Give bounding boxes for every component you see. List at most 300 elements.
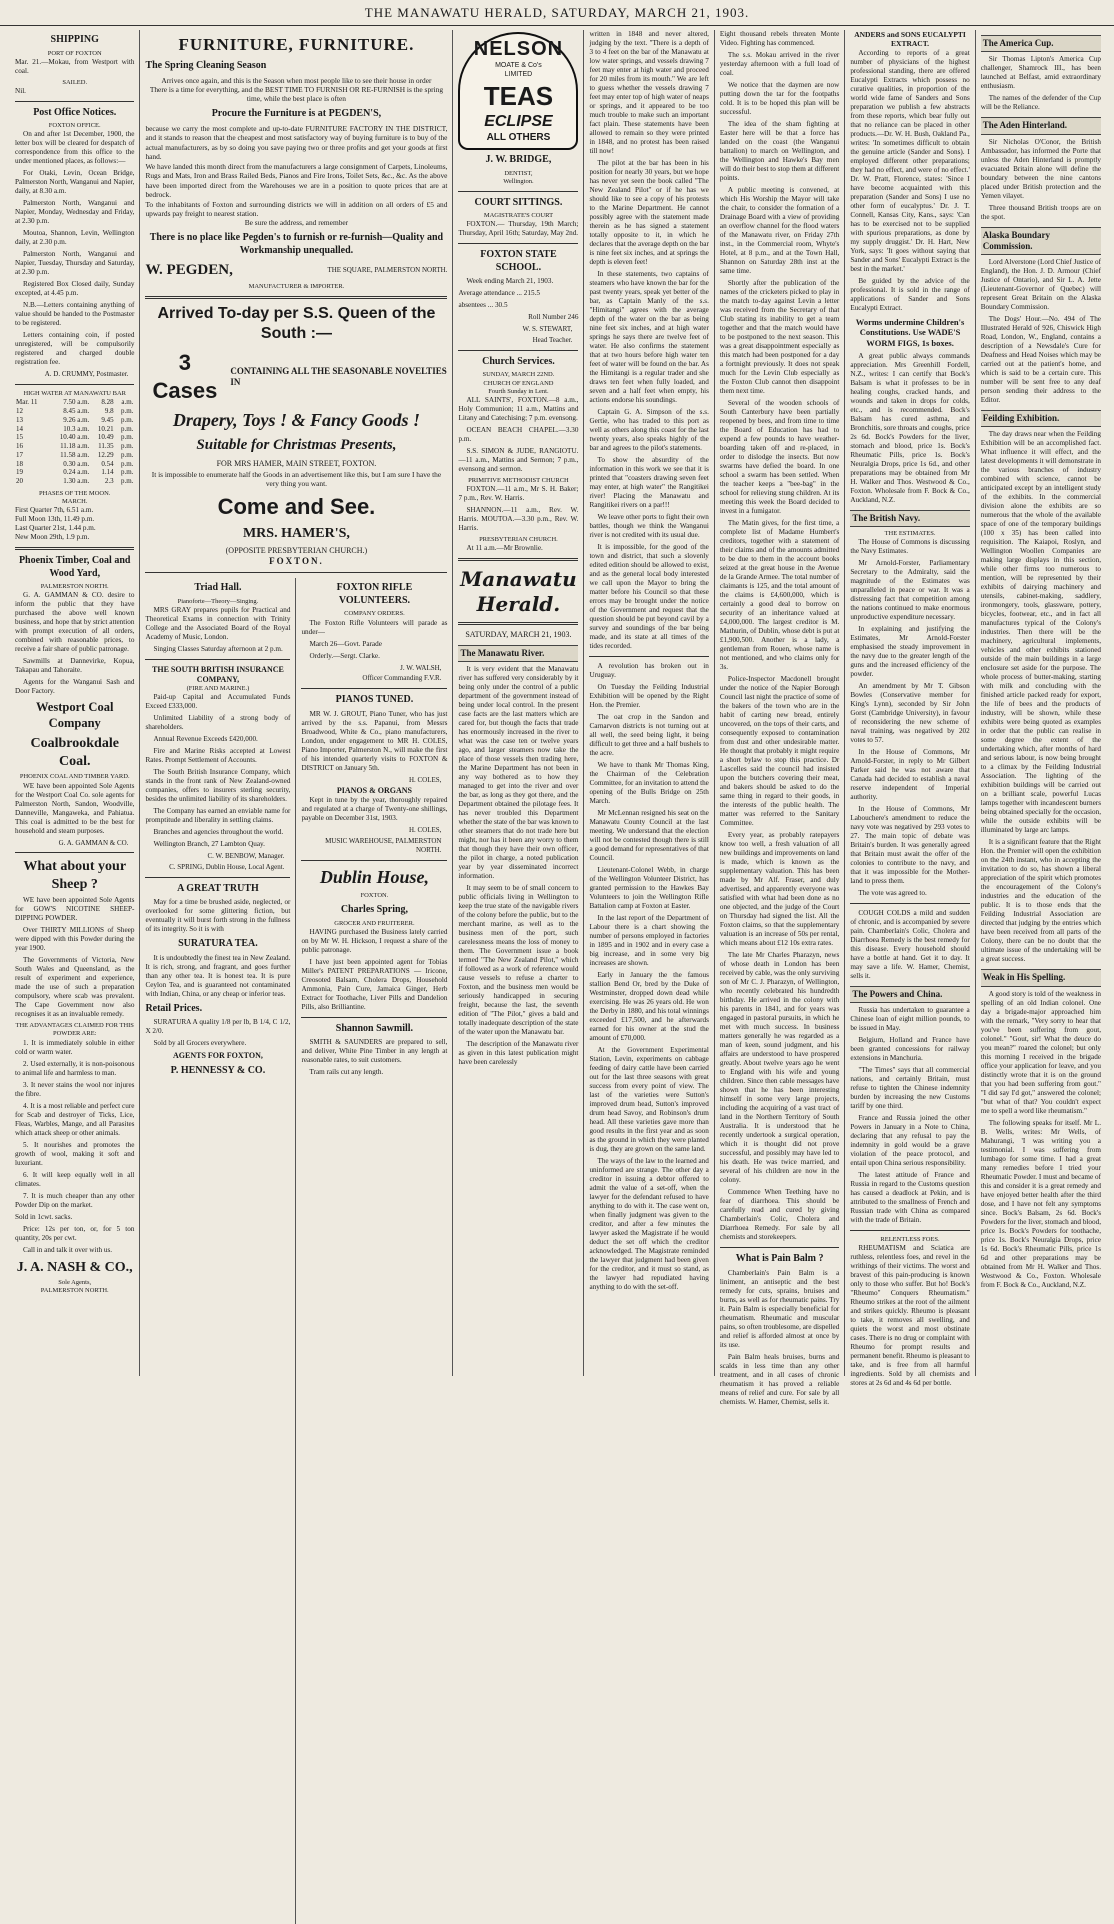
column-6: [715, 30, 845, 1406]
divider: [15, 384, 134, 385]
weak-spelling-p1: A good story is told of the weakness in spelling of an old Indian colonel. One day a brigade-major approached him with the remark, "Very sorry to hear that you've been suffering from gout, colonel." "Gout, sir! What the deuce do you mean?" roared the colonel; but only this morning I received in the brigade office your application for leave, and you distinctly wrote that it is on the ground that you had been suffering from gout." "I did say I'd got," answered the colonel; "but what of that? You couldn't expect me to spell a word like rheumatism.": [980, 989, 1101, 1115]
alaska-p1: Lord Alverstone (Lord Chief Justice of England), the Hon. J. D. Armour (Chief Justice of Ontario), and Sir L. A. Jette (Lieutenant-Governor of Quebec) will represent Great Britain on the Alaska Boundary Commission.: [980, 258, 1101, 311]
bridge-trade: DENTIST,: [504, 169, 533, 177]
church-coe: CHURCH OF ENGLAND: [483, 379, 554, 387]
advantage-item: 3. It never stains the wool nor injures the fibre.: [15, 1080, 135, 1098]
school-sig1: W. S. STEWART,: [522, 325, 573, 334]
tide-cell: 12: [16, 407, 23, 415]
sheep-p1: WE have been appointed Sole Agents for GOW'S NICOTINE SHEEP-DIPPING POWDER.: [15, 896, 135, 923]
divider: [15, 547, 134, 550]
weak-spelling-p2: The following speaks for itself. Mr L. B. Wells, writes: Mr Wells, of Mahurangi, 'I was writing you a testimonial. I was suffering from lumbago for some time. I had a great many remedies before I tried your Rheumatic Powder. I must and became of this and consider it is a great remedy and have enjoyed better health after the third dose, and I have not felt any symptoms since. Bock's Balsam, 2s 6d. Bock's Powders for the liver, stomach and blood, price 1s. Bock's Powders for toothache, price 1s. Bock's Neuralgia Drops, price 1s 6d. Bock's Rheumatic Pills, price 1s 6d and other preparations may be obtained from Mr H. Walker and Thos. Westwood & Co., Foxton. Wholesale from F. Bock & Co., Auckland, N.Z.: [980, 1118, 1101, 1289]
advantage-item: 2. Used externally, it is non-poisonous to animal life and harmless to man.: [15, 1059, 135, 1077]
tide-row: [15, 433, 134, 442]
shipping-arrived: Mar. 21.—Mokau, from Westport with coal.: [15, 57, 135, 75]
nash-agents: Sole Agents,: [58, 1279, 92, 1286]
foxton-label: FOXTON.: [269, 555, 324, 566]
moon-phase: Full Moon 13th, 11.49 p.m.: [15, 515, 95, 523]
spring-cleaning-p1: Arrives once again, and this is the Season when most people like to see their house in order: [161, 75, 432, 85]
c5-p13: Lieutenant-Colonel Webb, in charge of the Wellington Volunteer District, has granted permission to the Hawkes Bay Volunteers to join the Wellington Rifle Battalion camp at Foxton at Easter.: [589, 866, 709, 910]
tide-cell: 8.45 a.m.: [63, 407, 90, 415]
bridge-name: J. W. BRIDGE,: [485, 154, 552, 165]
spring-body2: I have just been appointed agent for Tobias Miller's PATENT PREPARATIONS — Iricone, Creosoted Balsam, Cholera Drops, Household Ammonia, Pain Cure, Jamaica Ginger, Herb Extract for Toothache, Liver Pills and Dandelion Pills, also Brilliantine.: [301, 957, 448, 1011]
sheep-sold: Sold in 1cwt. sacks.: [15, 1212, 73, 1221]
coalbrookdale-heading: Coalbrookdale Coal.: [30, 736, 119, 769]
for-hamer: FOR MRS HAMER, MAIN STREET, FOXTON.: [216, 459, 377, 469]
tea-all-others: ALL OTHERS: [486, 132, 551, 144]
china-heading: The Powers and China.: [850, 986, 969, 1003]
c6-p12: Commence When Teething have no fear of diarrhoea. This should be carefully read and cured by giving Chamberlain's Colic, Cholera and Diarrhoea Remedy. For sale by all chemists and storekeepers.: [719, 1188, 840, 1241]
pegden-address: THE SQUARE, PALMERSTON NORTH.: [327, 265, 448, 274]
church-st-simon: S.S. SIMON & JUDE, RANGIOTU.—11 a.m., Mattins and Sermon; 7 p.m., evensong and sermon.: [458, 446, 579, 473]
rifle-p1: The Foxton Rifle Volunteers will parade as under—: [301, 618, 448, 636]
c5-p14: In the last report of the Department of Labour there is a chart showing the number of persons employed in factories in 1895 and in 1902 and in every case a big increase, and in some very big increases are shown.: [589, 914, 709, 967]
divider: [458, 622, 578, 625]
divider: [850, 1230, 969, 1231]
advantage-item: 7. It is much cheaper than any other Powder Dip on the market.: [15, 1191, 135, 1209]
moon-list: [15, 506, 134, 542]
tide-cell: p.m.: [120, 459, 134, 468]
post-office-p8: Letters containing coin, if posted unregistered, will be compulsorily registered and charged double registration fee.: [15, 331, 135, 367]
westport-signature: G. A. GAMMAN & CO.: [58, 838, 129, 847]
nash-heading: J. A. NASH & CO.,: [16, 1259, 133, 1275]
navy-p4: An amendment by Mr T. Gibson Bowles (Conservative member for King's Lynn), seconded by Sir John Gorst (Cambridge University), in favour of reconsidering the new scheme of naval training, was negatived by 202 votes to 57.: [850, 682, 970, 744]
column-1: [10, 30, 140, 1376]
navy-p7: The vote was agreed to.: [858, 889, 927, 897]
tide-cell: p.m.: [120, 468, 134, 477]
c5-p11: We have to thank Mr Thomas King, the Chairman of the Celebration Committee, for an invitation to attend the opening of the Bulls Bridge on 25th March.: [589, 761, 709, 805]
suitable-heading: Suitable for Christmas Presents,: [196, 437, 397, 454]
c5-p8: A revolution has broken out in Uruguay.: [589, 662, 709, 679]
c6-p5: A public meeting is convened, at which His Worship the Mayor will take the chair, to consider the formation of a Drainage Board with a view of providing an overflow channel for the flood waters of the Manawatu river, on Friday 27th inst., in the Commercial room, Whyte's Hotel, at 8 p.m., and at the Town Hall, Shannon on Saturday 28th inst at the same time.: [719, 186, 840, 275]
school-heading: FOXTON STATE SCHOOL.: [480, 249, 557, 273]
moon-month: MARCH.: [61, 497, 88, 505]
sailed-body: Nil.: [15, 86, 26, 95]
pegden-name: W. PEGDEN,: [145, 261, 233, 278]
organs-sig1: H. COLES,: [408, 826, 442, 835]
truth-body: May for a time be brushed aside, neglected, or overlooked for some glittering fiction, but eventually it will burst forth strong in the fullness of its integrity. So it is with: [145, 898, 291, 934]
nelson-tea-logo: [458, 32, 578, 150]
procure-p4: Be sure the address, and remember: [244, 218, 349, 228]
sawmill-heading: Shannon Sawmill.: [335, 1022, 414, 1034]
weak-spelling-heading: Weak in His Spelling.: [981, 969, 1101, 986]
divider: [720, 1247, 839, 1248]
south-british-heading: THE SOUTH BRITISH INSURANCE COMPANY,: [152, 665, 284, 685]
post-office-p7: N.B.—Letters containing anything of value should be handed to the Postmaster to be registered.: [15, 301, 135, 328]
c5-p2: The pilot at the bar has been in his position for nearly 30 years, but we hope has never yet seen the book called "The New Zealand Pilot" or if he has we should like to see a copy of his protests to the Marine Department. He cannot possibly agree with the statement made therein as he has signed a statement totally opposite to it, in which he declares that the average depth on the bar is nine feet six inches, and at springs the depth is eleven feet!: [589, 159, 709, 266]
sailed-label: SAILED.: [62, 78, 88, 86]
advantages-heading: THE ADVANTAGES CLAIMED FOR THIS POWDER ARE:: [15, 1022, 134, 1038]
tide-cell: Mar. 11: [16, 398, 38, 407]
feilding-p2: It is a significant feature that the Right Hon. the Premier will open the exhibition on the 24th instant, who in accepting the invitation to do so, has shown a liberal appreciation of the spirit which promotes the encouragement of the Colony's industries and the education of the public. It is to those ends that the Feilding Industrial Association are directed that judging by the entries which have been received from all parts of the Colony, there can be no doubt that the ultimate issue of the undertaking will be a great success.: [980, 838, 1101, 964]
rifle-p3: Orderly.—Sergt. Clarke.: [309, 651, 380, 660]
tide-cell: p.m.: [120, 477, 134, 485]
divider: [15, 852, 134, 853]
tea-moate: MOATE & Co's: [495, 62, 542, 70]
sheep-price: Price: 12s per ton, or, for 5 ton quantity, 20s per cwt.: [15, 1224, 135, 1242]
south-british-p2: Unlimited Liability of a strong body of shareholders.: [145, 714, 291, 732]
moon-phase: Last Quarter 21st, 1.44 p.m.: [15, 524, 96, 532]
sheep-p2: Over THIRTY MILLIONS of Sheep were dipped with this Powder during the year 1900.: [15, 926, 135, 953]
suratura-heading: SURATURA TEA.: [178, 938, 258, 950]
divider: [301, 1017, 447, 1018]
south-british-p4: Fire and Marine Risks accepted at Lowest Rates. Prompt Settlement of Accounts.: [145, 747, 291, 765]
tide-cell: p.m.: [120, 415, 134, 424]
agents-heading: AGENTS FOR FOXTON,: [173, 1051, 263, 1061]
tide-cell: 17: [16, 450, 23, 459]
tide-row: [15, 425, 134, 434]
wide-ad-top: [140, 30, 452, 578]
c5-p17: The ways of the law to the learned and uninformed are strange. The other day a creditor in issuing a debtor offered to admit the value of a set-off, when the lawyer for the defendant refused to have anything to do with it. The case went on, when finally judgment was given to the creditor, and after a few minutes the lawyer asked the Magistrate if he would deduct the set off which the creditor acknowledged. The Magistrate reminded the lawyer that judgment had been given for the creditor, and it must so stand, as the lawyer had repudiated having anything to do with the set-off.: [589, 1157, 709, 1291]
church-date: SUNDAY, MARCH 22ND.: [482, 371, 555, 379]
tide-cell: p.m.: [120, 442, 134, 450]
procure-p1: because we carry the most complete and up-to-date FURNITURE FACTORY IN THE DISTRICT, and it stands to reason that the cheapest and most satisfactory way of buying furniture is to buy of the actual manufacturers, as by so doing you save paying two or three profits and get your goods at first hand.: [145, 123, 448, 162]
tide-cell: 10.21: [97, 424, 114, 433]
triad-classes: Singing Classes Saturday afternoon at 2 p.m.: [153, 645, 283, 654]
nameplate: Manawatu Herald.: [460, 567, 577, 616]
divider: [145, 296, 447, 299]
primitive-body: FOXTON.—11 a.m., Mr S. H. Baker; 7 p.m., Rev. W. Harris.: [458, 484, 579, 502]
column-2: [140, 578, 296, 1924]
south-british-p3: Annual Revenue Exceeds £420,000.: [153, 735, 258, 744]
pegden-role: MANUFACTURER & IMPORTER.: [248, 282, 345, 290]
aden-p2: Three thousand British troops are on the spot.: [980, 203, 1101, 221]
china-p5: The latest attitude of France and Russia in regard to the Customs question has caused a deadlock at Pekin, and is attributed to the smallness of French and Russian trade with China as compared with the trade of Britain.: [850, 1171, 970, 1225]
post-office-heading: Post Office Notices.: [33, 106, 117, 118]
triad-body: MRS GRAY prepares pupils for Practical and Theoretical Exams in connection with Trinity College and the Associated Board of the Royal Academy of Music, London.: [145, 606, 291, 642]
tide-table: [15, 398, 134, 486]
tide-cell: 10.3 a.m.: [63, 424, 90, 433]
sheep-call: Call in and talk it over with us.: [23, 1245, 113, 1254]
pianos-body: MR W. J. GROUT, Piano Tuner, who has just arrived by the s.s. Papanui, from Messrs Broadwood, White & Co., piano manufacturers, London, under engagement to MR H. COLES, Piano Importer, Palmerston N., will make the first of his intended quarterly visits to FOXTON & DISTRICT on January 5th.: [301, 709, 448, 772]
rifle-p2: March 26—Govt. Parade: [309, 639, 382, 648]
opposite-church: (OPPOSITE PRESBYTERIAN CHURCH.): [225, 545, 368, 555]
phoenix-sawmills: Sawmills at Dannevirke, Kopua, Takapau and Tahoraite.: [15, 657, 135, 675]
post-office-sub: FOXTON OFFICE.: [48, 122, 101, 130]
cup-heading: The America Cup.: [981, 35, 1101, 52]
c6-p11: The late Mr Charles Pharazyn, news of whose death in London has been received by cable, was the only surviving son of Mr C. J. Pharazyn, of Wellington, who recently celebrated his hundredth birthday. He arrived in the colony with his parents in 1841, and for years was engaged in pastoral pursuits, in which he met with much success. In business matters generally he was regarded as a man of keen, sound judgment, and his affairs are understood to have prospered greatly. About twelve years ago he went to England with his wife and young children. Since then cable messages have shown that he has been interesting himself in some very large projects, including the acquiring of a vast tract of land in the Northern Territory of South Australia. It is understood that he recently undertook a surgical operation, which it is thought did not prove successful, and possibly may have led to his death. He was twice married, and several of his children are now in the colony.: [719, 951, 840, 1184]
c5-p7: It is impossible, for the good of the town and district, that such a slovenly edited edition should be allowed to exist, and as the general local body interested we call upon the Mayor to bring the matter before his Council so that these errors may be brought under the notice of the Government and request that the question should be put beyond cavil by a survey and soundings of the bar being made, and its state at all times of the tides recorded.: [589, 543, 709, 650]
tide-cell: 11.58 a.m.: [60, 450, 90, 459]
advantage-item: 1. It is immediately soluble in either cold or warm water.: [15, 1038, 135, 1056]
truth-heading: A GREAT TRUTH: [177, 882, 259, 894]
post-office-p6: Registered Box Closed daily, Sunday excepted, at 4.45 p.m.: [15, 280, 135, 298]
school-week: Week ending March 21, 1903.: [466, 277, 554, 286]
column-7: [845, 30, 975, 1388]
feilding-heading: Feilding Exhibition.: [981, 410, 1101, 427]
westport-sub: PHOENIX COAL AND TIMBER YARD.: [19, 773, 130, 781]
hamers-name: MRS. HAMER'S,: [242, 525, 350, 541]
south-british-p5: The South British Insurance Company, which stands in the front rank of New Zealand-owned companies, offers to insurers sterling security, besides the unlimited liability of its shareholders.: [145, 768, 291, 804]
nash-location: PALMERSTON NORTH.: [40, 1287, 109, 1295]
c6-p6: Shortly after the publication of the names of the cricketers picked to play in the match to-day against Levin a letter was received from the Secretary of that Club stating its inability to get a team together and that the match would have to be postponed to the next season. This was a great disappointment especially as this match had been postponed for a day a fortnight previously. It does not speak much for the Levin Club especially as the Foxton Club cannot then disappoint them next time.: [719, 279, 840, 395]
aden-heading: The Aden Hinterland.: [981, 117, 1101, 134]
tide-cell: 20: [16, 477, 23, 485]
retail-heading: Retail Prices.: [145, 1002, 203, 1014]
church-heading: Church Services.: [482, 355, 555, 367]
tide-row: [15, 477, 134, 486]
c5-p4: Captain G. A. Simpson of the s.s. Gertie, who has traded to this port as well as others along this coast for the last twenty years, also speaks highly of the bar and agrees to the pilot's statements.: [589, 408, 709, 452]
column-4: [453, 30, 584, 1376]
aden-p1: Sir Nicholas O'Conor, the British Ambassador, has informed the Porte that unless the Aden Hinterland is promptly evacuated Britain alone will define the boundary between the nine cantons placed under British protection and the Yemen vilayet.: [980, 137, 1101, 200]
enumerate-note: It is impossible to enumerate half the Goods in an advertisement like this, but I am sure I have the very thing you want.: [151, 469, 442, 489]
sawmill-body: SMITH & SAUNDERS are prepared to sell, and deliver, White Pine Timber in any length at reasonable rates, to suit customers.: [301, 1038, 448, 1065]
wide-ad-bottom: [140, 578, 452, 1924]
procure-heading: Procure the Furniture is at PEGDEN'S,: [211, 107, 382, 119]
spring-cleaning-p2: There is a time for everything, and the BEST TIME TO FURNISH OR RE-FURNISH is the spring time, while the best place is often: [149, 85, 444, 104]
tide-row: [15, 442, 134, 451]
tide-cell: 9.45: [101, 415, 114, 424]
church-lent: Fourth Sunday in Lent.: [488, 387, 549, 395]
dogs-hour-paragraph: The Dogs' Hour.—No. 494 of The Illustrated Herald of 926, Chiswick High Road, London, W., England, contains a description of a Newsdale's Cure for Deafness and Head Noises which may be carried out at the patient's home, and which is said to be a certain cure. This number will be sent free to any deaf person sending their address to the Editor.: [980, 315, 1101, 404]
tide-cell: 14: [16, 424, 23, 433]
china-p2: Belgium, Holland and France have been granted concessions for railway extensions in Manchuria.: [850, 1036, 970, 1063]
alaska-heading: Alaska Boundary Commission.: [981, 227, 1101, 256]
sanders-p2: Be guided by the advice of the professional. It is sold in the range of applications of Sander and Sons Eucalypti Extract.: [850, 276, 970, 312]
river-p1: It is very evident that the Manawatu river has suffered very considerably by it being only under the control of a public department of the government instead of being under local control. In the present case facts are the last matters which are cared for, but though the facts that trade has enormously increased in the river to what was the case ten or twelve years ago, and larger steamers now take the place of those vessels then trading here, the Marine Department has not been in any way bothered as to how they managed to get into the river and over the bar, as long as they got there, and the Department obtained the pilotage fees. It has never troubled this Department whether the state of the bar was known to other steamers that do not trade here but might, nor has it been any worry to them that though they have their own officer, the pilot in charge, a noted publication year by year disseminated incorrect information.: [458, 665, 579, 881]
column-3: [296, 578, 452, 1924]
tide-row: [15, 451, 134, 460]
c6-p3: We notice that the daymen are now putting down the tar for the footpaths cold. It is to be hoped this plan will be successful.: [719, 81, 840, 116]
church-coe-body: ALL SAINTS', FOXTON.—8 a.m., Holy Communion; 11 a.m., Mattins and Litany and Catechising; 7 p.m. evensong.: [458, 395, 579, 422]
cases-label: 3 Cases: [152, 349, 218, 404]
pianos-heading: PIANOS TUNED.: [335, 694, 414, 706]
tide-row: [15, 468, 134, 477]
c5-p12: Mr McLennan resigned his seat on the Manawatu County Council at the last meeting. We understand that the election will not be contested though there is still a good demand for representatives of that Council.: [589, 809, 709, 862]
church-ocean-beach: OCEAN BEACH CHAPEL.—3.30 p.m.: [458, 425, 579, 443]
c5-p10: The oat crop in the Sandon and Carnarvon districts is not turning out at all well, the seed being light, it being difficult to get three and a half bushels to the acre.: [589, 713, 709, 757]
feilding-p1: The day draws near when the Feilding Exhibition will be an accomplished fact. What influence it will effect, and the latest developments it will demonstrate in the various branches of industry combined with science, cannot be anticipated except by an intelligent study of the exhibits. In the commercial division alone the exhibits are so numerous that the whole of the available space of one of the temporary buildings (100 x 35) has been called into requisition. The Kaiapoi, Roslyn, and Wellington Woollen Companies are making large displays in this section, while other firms too numerous to mention, will be represented by their exhibits of dairying machinery and utensils, cabinet-making, saddlery, ironmongery, tools, glassware, pottery, bicycles, footwear, etc., and in fact all manufactures typical of the Colony's industries. Then there will be the machinery, agricultural implements, vehicles and other exhibits stationed outside of the main buildings in a large enclosure set aside for the purpose. The whole process of butter-making, starting with milk and concluding with the finished article packed ready for export, the life of bees and the products of industry, will be shown, while these exhibits were being quoted as examples in order that the public can realise in some degree the extent of the undertaking which, after months of hard and serious labour, is now being brought to a climax by the Feilding Industrial Association. The lighting of the exhibition buildings will be carried out on a brilliant scale, powerful Lucas lamps together with incandescent burners being obtained specially for the occasion, while the outside exhibits will be illuminated by large arc lamps.: [980, 430, 1101, 835]
divider: [145, 877, 290, 878]
c5-p6: We leave other ports to fight their own battles, though we think the Wanganui river is not credited with its usual due.: [589, 513, 709, 539]
post-office-p1: On and after 1st December, 1900, the letter box will be cleared for despatch of correspondence from this office to the under mentioned places, as follows:—: [15, 130, 135, 166]
wide-ad-column: [140, 30, 453, 1376]
tide-cell: p.m.: [120, 450, 134, 459]
south-british-p6: The Company has earned an enviable name for promptitude and liberality in settling claims.: [145, 807, 291, 825]
advantage-item: 5. It nourishes and promotes the growth of wool, making it soft and luxuriant.: [15, 1140, 135, 1167]
moon-phase: New Moon 29th, 1.9 p.m.: [15, 533, 90, 541]
moon-heading: PHASES OF THE MOON.: [39, 489, 111, 497]
divider: [850, 903, 969, 904]
worms-heading: Worms undermine Children's Constitutions. Use WADE'S WORM FIGS, 1s boxes.: [855, 316, 965, 348]
tide-cell: 1.30 a.m.: [63, 477, 90, 485]
tide-heading: HIGH WATER AT MANAWATU BAR: [23, 390, 126, 398]
c5-p5: To show the absurdity of the information in this work we see that it is printed that "coasters drawing seven feet may enter, at high water" the Rangitikei river! Placing the Manawatu and Rangitikei rivers on a par!!!: [589, 456, 709, 509]
navy-p6: In the House of Commons, Mr Labouchere's amendment to reduce the navy vote was negatived by 293 votes to 27. The main topic of debate was Britain's burden. It was generally agreed that Britain must await the offer of the colonies to contribute to the navy, and that it was impossible for the Mother-land to press them.: [850, 805, 970, 885]
date-line: SATURDAY, MARCH 21, 1903.: [465, 630, 572, 639]
navy-sub: THE ESTIMATES.: [884, 529, 936, 537]
phoenix-location: PALMERSTON NORTH.: [40, 583, 109, 590]
pain-balm-heading: What is Pain Balm ?: [735, 1253, 824, 1264]
drapery-heading: Drapery, Toys ! & Fancy Goods !: [172, 410, 421, 431]
dublin-location: FOXTON.: [360, 892, 389, 900]
post-office-p4: Moutoa, Shannon, Levin, Wellington daily, at 2.30 p.m.: [15, 229, 135, 247]
shipping-heading: SHIPPING: [50, 34, 99, 45]
divider: [301, 860, 447, 861]
tea-limited: LIMITED: [504, 71, 533, 78]
c5-p15: Early in January the the famous stallion Bend Or, bred by the Duke of Westminster, dropped down dead while exercising. He was 26 years old. He won the Derby in 1880, and his total winnings exceeded £17,500, and he afterwards earned for his owner at the stud the amount of £70,000.: [589, 971, 709, 1042]
presbyterian-body: At 11 a.m.—Mr Brownlie.: [466, 544, 543, 552]
tea-nelson: NELSON: [473, 38, 564, 61]
china-p1: Russia has undertaken to guarantee a Chinese loan of eight million pounds, to be issued in May.: [850, 1006, 970, 1033]
retail-line: SURATURA A quality 1/8 per lb, B 1/4, C 1/2, X 2/0.: [145, 1018, 291, 1036]
newspaper-page: [10, 30, 1106, 1406]
tide-cell: 15: [16, 433, 23, 442]
cases-row: [145, 349, 447, 405]
tide-cell: 1.14: [101, 468, 114, 477]
organs-sig2: MUSIC WAREHOUSE, PALMERSTON NORTH.: [325, 837, 442, 854]
tide-cell: 0.24 a.m.: [63, 468, 90, 477]
divider: [145, 572, 447, 573]
triad-heading: Triad Hall.: [194, 582, 242, 594]
china-p3: "The Times" says that all commercial nations, and certainly Britain, must refuse to tighten the Chinese indemnity burden by increasing the new Customs tariff by one third.: [850, 1066, 970, 1111]
school-average: Average attendance ... 215.5: [458, 289, 540, 298]
south-british-p7: Branches and agencies throughout the world.: [153, 828, 284, 837]
divider: [589, 656, 708, 657]
divider: [15, 101, 134, 102]
tide-cell: p.m.: [120, 433, 134, 442]
post-office-signature: A. D. CRUMMY, Postmaster.: [44, 370, 129, 379]
tide-cell: 11.18 a.m.: [60, 442, 90, 450]
tide-cell: 9.26 a.m.: [63, 415, 90, 424]
school-roll: Roll Number 246: [528, 313, 579, 322]
furniture-heading: FURNITURE, FURNITURE.: [178, 35, 415, 54]
c5-p9: On Tuesday the Feilding Industrial Exhibition will be opened by the Right Hon. the Premier.: [589, 683, 709, 709]
river-p3: The description of the Manawatu river as given in this latest publication might have been carelessly: [458, 1040, 579, 1067]
rifle-heading: FOXTON RIFLE VOLUNTEERS.: [336, 582, 413, 606]
south-british-sig1: C. W. BENBOW, Manager.: [207, 852, 285, 861]
c6-p9: Police-Inspector Macdonell brought under the notice of the Napier Borough Council last night the practice of some of the bakers of the town who are in the habit of carting new bread, entirely uncovered, on the tops of their carts, and consequently exposed to contamination from dust and other undesirable matter. He thought that probably it might require a short bylaw to stop this practice. Dr Lascelles said the council had insisted upon the butchers covering their meat, and bakers should be asked to do the same thing in regard to their goods, in the interests of the public health. The matter was referred to the Sanitary Committee.: [719, 675, 840, 827]
divider: [458, 350, 578, 351]
south-british-p8: Wellington Branch, 27 Lambton Quay.: [153, 840, 265, 849]
post-office-p5: Palmerston North, Wanganui and Napier, Tuesday, Thursday and Saturday, at 2.30 p.m.: [15, 250, 135, 277]
retail-sold: Sold by all Grocers everywhere.: [153, 1039, 247, 1048]
presbyterian-heading: PRESBYTERIAN CHURCH.: [479, 535, 558, 543]
c6-p4: The idea of the sham fighting at Easter here will be that a force has landed on the coast (the Wanganui battalion) to march on Wellington, and the Wellington and Hawke's Bay men will do their best to stop them at different points.: [719, 120, 840, 182]
cough-paragraph: COUGH COLDS a mild and sudden of chronic, and is accompanied by severe pain. Chamberlain's Colic, Cholera and Diarrhoea Remedy is the best remedy for this disease. Every household should have a bottle at hand. Get it to day. It may save a life. W. Hamer, Chemist, sells it.: [850, 909, 970, 980]
tide-cell: 10.40 a.m.: [59, 433, 90, 442]
advantages-list: [15, 1039, 134, 1210]
tide-cell: 18: [16, 459, 23, 468]
c5-p16: At the Government Experimental Station, Levin, experiments on cabbage feeding of dairy cattle have been carried out for the last three seasons with great success from every point of view. The last of the varieties were Sutton's improved drum head, Sutton's improved drum head Savoy, and Robinson's drum head. All these varieties gave more than good results in the first year and as soon as the ground in which they were planted is dug, they are grown on the same land.: [589, 1046, 709, 1153]
sanders-p1: According to reports of a great number of physicians of the highest professional standing, there are offered Eucalypti Extracts which possess no curative qualities, in proportion of the world wide fame of Sanders and Sons preparation we publish a few abstracts from these reports, which bear fully out that no reliance can be placed in other products.—Dr. W. H. Bush, Oakland Pa., writes: 'In sometimes difficult to obtain the genuine article (Sander and Sons). I employed different other preparations; they had no effect, and were of no effect.' Dr. W. Pratt, Florence, states: 'Since I have become acquainted with this preparation (Sander and Sons) I use no other form of eucalyptus.' Dr. J. T. Connell, Kansas City, Kans., says: 'Can has to be exercised not to be supplied with spurious preparations, as done by my supply druggist.' Dr. H. Hart, New York, says: 'It goes without saying that Sander and Sons' Eucalypti Extract is the best in the market.': [850, 48, 970, 273]
tide-cell: p.m.: [120, 407, 134, 415]
school-sig2: Head Teacher.: [532, 336, 573, 345]
come-and-see: Come and See.: [217, 493, 376, 519]
sawmill-train: Tram rails cut any length.: [309, 1068, 384, 1077]
c6-p1: Eight thousand rebels threaten Monte Video. Fighting has commenced.: [719, 30, 840, 47]
tide-cell: 10.49: [97, 433, 114, 442]
spring-name: Charles Spring,: [340, 904, 409, 916]
rifle-sig1: J. W. WALSH,: [400, 663, 442, 672]
south-british-sub: (FIRE AND MARINE.): [186, 685, 250, 693]
south-british-p1: Paid-up Capital and Accumulated Funds Exceed £333,000.: [145, 693, 291, 711]
school-absentees: absentees ... 30.5: [458, 301, 508, 310]
rifle-sig2: Officer Commanding F.V.R.: [362, 674, 442, 683]
tide-cell: 0.30 a.m.: [63, 459, 90, 468]
bridge-location: Wellington.: [503, 177, 534, 185]
primitive-body2: SHANNON.—11 a.m., Rev. W. Harris. MOUTOA.—3.30 p.m., Rev. W. Harris.: [458, 505, 579, 532]
foes-p1: RHEUMATISM and Sciatica are ruthless, relentless foes, and revel in the writhings of their victims. The worst and bravest of this pain-producing is known only to those who suffer. But ho! Bock's "Rheumo" Conquers Rheumatism." Rheumo strikes at the root of the ailment and strikes quickly. Rheumo is pleasant to take, it removes all swelling, and quiets the worst and most obstinate cases. There is no drug or complaint with Rheumo for prompt results and permanent benefit. Rheumo is pleasant to take, and is free from all harmful ingredients. Sold by all chemists and stores at 2s 6d and 4s 6d per bottle.: [850, 1244, 970, 1388]
tide-row: [15, 407, 134, 416]
tide-cell: 2.3: [104, 477, 114, 485]
pianos-sig: H. COLES,: [408, 775, 442, 784]
advantage-item: 6. It will keep equally well in all climates.: [15, 1170, 135, 1188]
navy-heading: The British Navy.: [850, 510, 969, 527]
divider: [458, 243, 578, 244]
tide-cell: 9.8: [104, 407, 114, 415]
organs-body: Kept in tune by the year, thoroughly repaired and regulated at a charge of Twenty-one shillings, payable on December 31st, 1903.: [301, 796, 448, 823]
c5-p1: written in 1848 and never altered, judging by the text. "There is a depth of 3 to 4 feet on the bar of the Manawatu at low water springs, and vessels drawing 7 feet may enter at high water and proceed for 20 miles from its mouth." We are left to guess whether the vessels drawing 7 feet may enter top of high water of neaps or springs, and it appeared to be too much trouble to make such an important fact plain. These statements have been allowed to remain so they were printed in 1848, and no protest has been raised till now!: [589, 30, 709, 155]
pain-balm-p2: Pain Balm heals bruises, burns and scalds in less time than any other treatment, and in all cases of chronic rheumatism it has proved a reliable means of relief and cure. For sale by all chemists. W. Hamer, Chemist, sells it.: [719, 1352, 840, 1406]
advantage-item: 4. It is a most reliable and perfect cure for Scab and destroyer of Ticks, Lice, Fleas, Warbles, Mange, and all Parasites which attack sheep or other animals.: [15, 1101, 135, 1137]
arrived-heading: Arrived To-day per S.S. Queen of the South :—: [157, 305, 436, 343]
sheep-p3: The Governments of Victoria, New South Wales and Queensland, as the result of experiment and experience, made the use of such a preparation compulsory, where scab was prevalent. The Cape Government now also recognises it as an invaluable remedy.: [15, 956, 135, 1019]
navy-p5: In the House of Commons, Mr Arnold-Forster, in reply to Mr Gilbert Parker said he was not aware that Canada had decided to establish a naval reserve independent of Imperial authority.: [850, 748, 970, 801]
divider: [458, 558, 578, 561]
tide-cell: 8.28: [101, 398, 114, 407]
post-office-p2: For Otaki, Levin, Ocean Bridge, Palmerston North, Wanganui and Napier, daily, at 8.30 a.m.: [15, 169, 135, 196]
sheep-heading: What about your Sheep ?: [23, 859, 127, 892]
tide-cell: 12.29: [97, 450, 114, 459]
column-5: [584, 30, 714, 1376]
tide-row: [15, 416, 134, 425]
spring-cleaning-heading: The Spring Cleaning Season: [145, 59, 267, 71]
shipping-port: PORT OF FOXTON: [47, 49, 102, 57]
tide-cell: 0.54: [101, 459, 114, 468]
tide-cell: 13: [16, 415, 23, 424]
tide-row: [15, 398, 134, 407]
phoenix-heading: Phoenix Timber, Coal and Wood Yard,: [18, 555, 131, 579]
containing-label: CONTAINING ALL THE SEASONABLE NOVELTIES IN: [230, 365, 447, 388]
c5-p3: In these statements, two captains of steamers who have known the bar for the past twenty years, speak yet better of the bar, as Captain Manly of the s.s. "Himitangi" agrees with the average depth of the water on the bar as being nine feet six inches, and at high water springs he says there are twelve feet of water. He also confirms the statement that at two hours before high water ten feet of water will be found on the bar. As the Himitangi is a regular trader and she draws ten feet when fully loaded, and seven and a half feet when empty, his actions endorse his soundings.: [589, 270, 709, 404]
pain-balm-p1: Chamberlain's Pain Balm is a liniment, an antiseptic and the best remedy for cuts, sprains, bruises and burns, as well as for rheumatic pains. Try it. Pain Balm is especially beneficial for rheumatism. Rheumatic and muscular pains, so often troublesome, are dispelled and relief is afforded almost at once by its use.: [719, 1268, 840, 1349]
procure-p3: To the inhabitants of Foxton and surrounding districts we will in addition on all orders of £5 and upwards pay freight to nearest station.: [145, 199, 448, 218]
organs-heading: PIANOS & ORGANS: [336, 786, 412, 796]
cup-p1: Sir Thomas Lipton's America Cup challenger, Shamrock III., has been launched at Belfast, amid extraordinary enthusiasm.: [980, 55, 1101, 91]
navy-p1: The House of Commons is discussing the Navy Estimates.: [850, 538, 970, 555]
tide-cell: a.m.: [121, 398, 134, 407]
tide-row: [15, 460, 134, 469]
c6-p10: Every year, as probably ratepayers know too well, a fresh valuation of all new buildings and improvements on land is made, which is known as the supplementary valuation. This has been made by Mr Alf. Fraser, and duly advertised, and apparently everyone was satisfied with what had been done as no one objected, and the judge of the Court on Thursday had signed the list. All the Foxton claims, so that the supplementary valuation is an increase of 50s per rental, which means about £12 10s extra rates.: [719, 831, 840, 947]
procure-p2: We have landed this month direct from the manufacturers a large consignment of Carpets, Linoleums, Rugs and Mats, Iron and Brass Railed Beds, Pianos and Fire Irons, Toilet Sets, &c., &c. As the above have been imported direct from the Warehouses we are in a position to quote prices that are at bedrock.: [145, 161, 448, 200]
column-8: [976, 30, 1106, 1376]
c6-p2: The s.s. Mokau arrived in the river yesterday afternoon with a full load of coal.: [719, 51, 840, 77]
china-p4: France and Russia joined the other Powers in January in a Note to China, declaring that any refusal to pay the indemnity in gold would be a grave violation of the peace protocol, and entail upon China serious responsibility.: [850, 1114, 970, 1168]
divider: [458, 191, 578, 192]
worms-p1: A great public always commands appreciation. Mrs Greenhill Fordell, N.Z., writes: I can certify that Bock's Balsam is what it professes to be in healing coughs, cracked hands, and wounds and taken in drops for colds, etc., and is recommended. Bock's Balsam has cured asthma, and Bronchitis, sore throats and coughs, price 2s 6d. Bock's Powders for the liver, stomach and blood, price 1s. Bock's Rheumatic Pills, price 1s. Bock's Neuralgia Drops, price 1s 6d., and other preparations may be obtained from Mr H. Walker and Thos. Westwood & Co., Foxton. Wholesale from F. Bock & Co., Auckland, N.Z.: [850, 351, 970, 504]
navy-p2: Mr Arnold-Forster, Parliamentary Secretary to the Admiralty, said the magnitude of the Estimates was unparalleled in peace or war. It was a distressing fact that competition among the nations continued to make enormous unproductive expenditure necessary.: [850, 559, 970, 621]
c6-p8: The Matin gives, for the first time, a complete list of Madame Humbert's creditors, together with a statement of their claims and of the amounts admitted to be due to them in the account books seized at the great house in the Avenue de la Grande Armee. The total number of claimants is 125, and the total amount of the claims is £4,600,000, which is certainly a good deal to borrow on security of an inheritance valued at £4,000,000. The largest creditor is M. Mathurin, of Dublin, whose debt is put at £1,900,500. Another is a lady, a gentleman from Rouen, whose name is not mentioned, and who claims only for 3s.: [719, 519, 840, 671]
pegden-row: [145, 261, 447, 280]
cup-p2: The names of the defender of the Cup will be the Reliance.: [980, 94, 1101, 112]
divider: [145, 659, 290, 660]
sanders-heading: ANDERS and SONS EUCALYPTI EXTRACT.: [854, 30, 966, 49]
tide-cell: 11.35: [98, 442, 114, 450]
court-sub: MAGISTRATE'S COURT: [483, 212, 554, 220]
tide-cell: 7.50 a.m.: [63, 398, 90, 407]
primitive-heading: PRIMITIVE METHODIST CHURCH: [468, 476, 569, 484]
tide-cell: p.m.: [120, 424, 134, 433]
westport-body: WE have been appointed Sole Agents for the Westport Coal Co. sole agents for Palmerston North, Sandon, Woodville, Danneville, Mangaweka, and Pahiatua. This coal is admitted to be the best for household and steam purposes.: [15, 781, 135, 835]
court-body: FOXTON.— Thursday, 19th March; Thursday, April 16th; Saturday, May 2nd.: [458, 220, 579, 238]
navy-p3: In explaining and justifying the Estimates, Mr Arnold-Forster emphasised the steady improvement in the navy due to the greater length of the guns and the increased efficiency of the powder.: [850, 625, 970, 678]
agents-name: P. HENNESSY & CO.: [170, 1065, 266, 1077]
river-p2: It may seem to be of small concern to public officials living in Wellington to keep the true state of the navigable rivers of the colony before the public, but to the merchant marine, as well as to the business men of the port, such carelessness means the loss of money to them. The Government issue a book termed "The New Zealand Pilot," which if followed as a work of reference would cause vessels to refuse a charter to Foxton, and the business men would be seriously handicapped in securing freight, because the last, the seventh edition of "The Pilot," gives a bald and totally inadequate description of the state of the water upon the Manawatu bar.: [458, 884, 579, 1037]
divider: [301, 688, 447, 689]
rifle-sub: COMPANY ORDERS.: [344, 610, 405, 618]
post-office-p3: Palmerston North, Wanganui and Napier, Monday, Wednesday and Friday, at 2.30 p.m.: [15, 199, 135, 226]
triad-sub: Pianoforte—Theory—Singing.: [177, 597, 259, 605]
